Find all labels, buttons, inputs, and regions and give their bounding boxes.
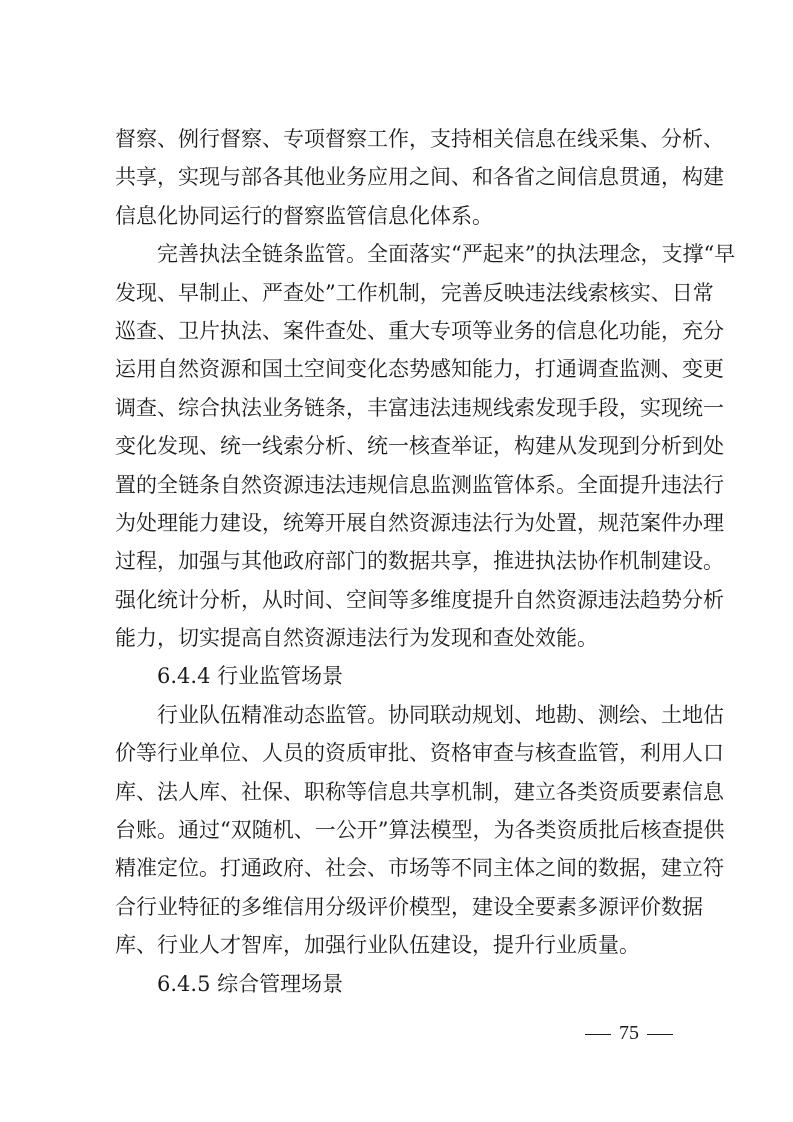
- page-number: 75: [619, 1022, 639, 1044]
- text-line: 精准定位。打通政府、社会、市场等不同主体之间的数据，建立符: [115, 856, 724, 881]
- section-heading-6-4-4: 6.4.4 行业监管场景: [157, 664, 344, 689]
- text-line: 发现、早制止、严查处”工作机制，完善反映违法线索核实、日常: [115, 280, 714, 305]
- document-body: [115, 120, 736, 1003]
- text-line: 过程，加强与其他政府部门的数据共享，推进执法协作机制建设。: [115, 549, 724, 574]
- text-line: 共享，实现与部各其他业务应用之间、和各省之间信息贯通，构建: [115, 165, 724, 190]
- footer-dash-right: [647, 1034, 673, 1035]
- section-heading-6-4-5: 6.4.5 综合管理场景: [157, 971, 344, 996]
- text-line: 价等行业单位、人员的资质审批、资格审查与核查监管，利用人口: [115, 741, 724, 766]
- page-footer: [0, 1022, 793, 1045]
- text-line: 运用自然资源和国土空间变化态势感知能力，打通调查监测、变更: [115, 357, 724, 382]
- paragraph-start-industry: 行业队伍精准动态监管。协同联动规划、地勘、测绘、土地估: [157, 702, 724, 727]
- text-line: 库、法人库、社保、职称等信息共享机制，建立各类资质要素信息: [115, 779, 724, 804]
- text-line: 督察、例行督察、专项督察工作，支持相关信息在线采集、分析、: [115, 127, 724, 151]
- text-line: 巡查、卫片执法、案件查处、重大专项等业务的信息化功能，充分: [115, 318, 724, 343]
- text-line: 信息化协同运行的督察监管信息化体系。: [115, 203, 493, 228]
- text-line: 强化统计分析，从时间、空间等多维度提升自然资源违法趋势分析: [115, 587, 724, 612]
- text-line: 合行业特征的多维信用分级评价模型，建设全要素多源评价数据: [115, 894, 703, 919]
- text-line: 调查、综合执法业务链条，丰富违法违规线索发现手段，实现统一: [115, 395, 724, 420]
- text-line: 台账。通过“双随机、一公开”算法模型，为各类资质批后核查提供: [115, 818, 725, 843]
- paragraph-start-enforcement: 完善执法全链条监管。全面落实“严起来”的执法理念，支撑“早: [157, 242, 736, 267]
- text-line: 库、行业人才智库，加强行业队伍建设，提升行业质量。: [115, 933, 640, 958]
- text-line: 能力，切实提高自然资源违法行为发现和查处效能。: [115, 626, 598, 651]
- text-line: 变化发现、统一线索分析、统一核查举证，构建从发现到分析到处: [115, 434, 724, 459]
- text-line: 为处理能力建设，统筹开展自然资源违法行为处置，规范案件办理: [115, 510, 724, 535]
- footer-dash-left: [585, 1034, 611, 1035]
- text-line: 置的全链条自然资源违法违规信息监测监管体系。全面提升违法行: [115, 472, 724, 497]
